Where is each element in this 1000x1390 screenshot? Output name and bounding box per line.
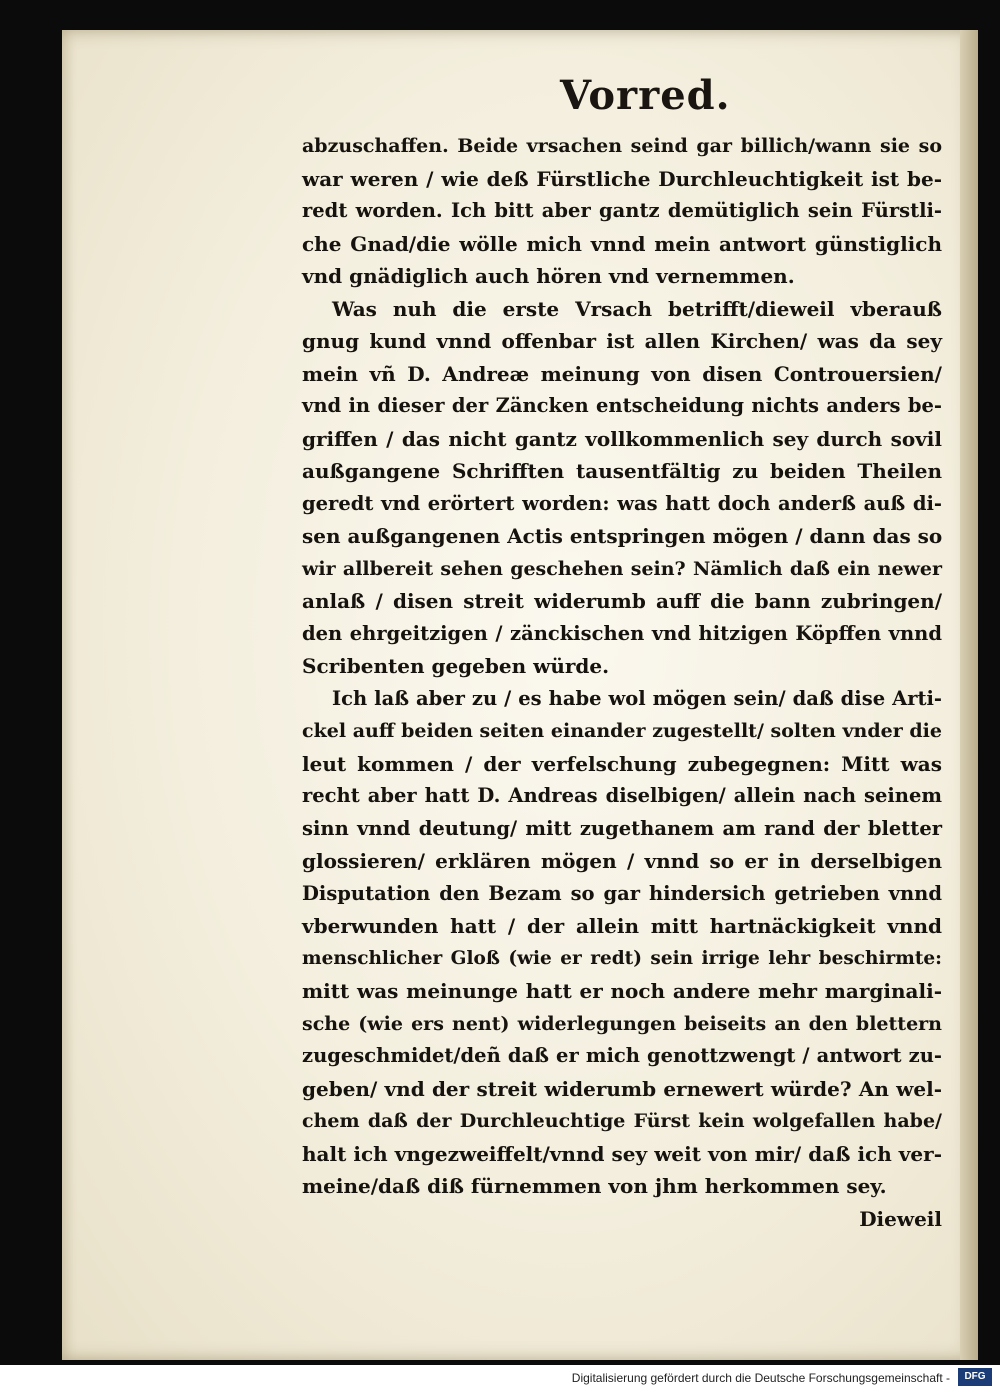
text-line: vnd gnädiglich auch hören vnd vernemmen.	[302, 264, 795, 288]
text-line: Was nuh die erste Vrsach betrifft/dieweil vberauß	[332, 296, 942, 321]
text-line: vnd in dieser der Zäncken entscheidung nichts anders be-	[302, 394, 942, 417]
text-line: sinn vnnd deutung/ mitt zugethanem am rand der bletter	[302, 816, 942, 840]
catchword: Dieweil	[859, 1206, 942, 1231]
text-line: meine/daß diß fürnemmen von jhm herkommen sey.	[302, 1174, 887, 1198]
text-line: geredt vnd erörtert worden: was hatt doch anderß auß di-	[302, 491, 942, 515]
text-line: abzuschaffen. Beide vrsachen seind gar billich/wann sie so	[302, 135, 942, 157]
dfg-logo-icon: DFG	[958, 1368, 992, 1386]
text-line: mitt was meinunge hatt er noch andere mehr marginali-	[302, 979, 942, 1003]
page-edge	[960, 30, 978, 1360]
text-line: geben/ vnd der streit widerumb ernewert würde? An wel-	[302, 1076, 942, 1101]
text-line: sen außgangenen Actis entspringen mögen / dann das so	[302, 524, 943, 548]
text-line: halt ich vngezweiffelt/vnnd sey weit von mir/ daß ich ver-	[302, 1141, 942, 1166]
text-line: ckel auff beiden seiten einander zugestellt/ solten vnder die	[302, 720, 942, 742]
text-line: gnug kund vnnd offenbar ist allen Kirchen/ was da sey	[302, 329, 942, 353]
text-line: chem daß der Durchleuchtige Fürst kein wolgefallen habe/	[302, 1110, 942, 1132]
text-line: Scribenten gegeben würde.	[302, 654, 610, 678]
text-line: sche (wie ers nent) widerlegungen beiseits an den blettern	[302, 1012, 942, 1035]
text-line: außgangene Schrifften tausentfältig zu beiden Theilen	[302, 459, 942, 483]
text-block	[302, 130, 943, 1231]
text-line: wir allbereit sehen geschehen sein? Nämlich daß ein newer	[302, 557, 942, 580]
text-line: mein vñ D. Andreæ meinung von disen Controuersien/	[302, 361, 942, 386]
text-line: che Gnad/die wölle mich vnnd mein antwort günstiglich	[302, 231, 942, 256]
text-line: Disputation den Bezam so gar hindersich getrieben vnnd	[302, 881, 942, 905]
text-line: griffen / das nicht gantz vollkommenlich sey durch sovil	[302, 426, 942, 451]
text-line: den ehrgeitzigen / zänckischen vnd hitzigen Köpffen vnnd	[302, 621, 942, 645]
text-line: war weren / wie deß Fürstliche Durchleuchtigkeit ist be-	[302, 166, 942, 191]
text-line: zugeschmidet/deñ daß er mich genottzwengt / antwort zu-	[302, 1044, 942, 1067]
text-line: leut kommen / der verfelschung zubegegnen: Mitt was	[302, 751, 942, 776]
text-line: menschlicher Gloß (wie er redt) sein irrige lehr beschirmte:	[302, 947, 942, 969]
running-head: Vorred.	[560, 72, 731, 119]
text-line: glossieren/ erklären mögen / vnnd so er in derselbigen	[302, 849, 942, 873]
text-line: Ich laß aber zu / es habe wol mögen sein/ daß dise Arti-	[332, 686, 942, 710]
text-line: vberwunden hatt / der allein mitt hartnäckigkeit vnnd	[302, 914, 942, 938]
funding-credit: Digitalisierung gefördert durch die Deutsche Forschungsgemeinschaft -	[571, 1371, 950, 1385]
text-line: anlaß / disen streit widerumb auff die bann zubringen/	[302, 589, 942, 613]
text-line: redt worden. Ich bitt aber gantz demütiglich sein Fürstli-	[302, 199, 942, 222]
text-line: recht aber hatt D. Andreas diselbigen/ allein nach seinem	[302, 784, 942, 807]
